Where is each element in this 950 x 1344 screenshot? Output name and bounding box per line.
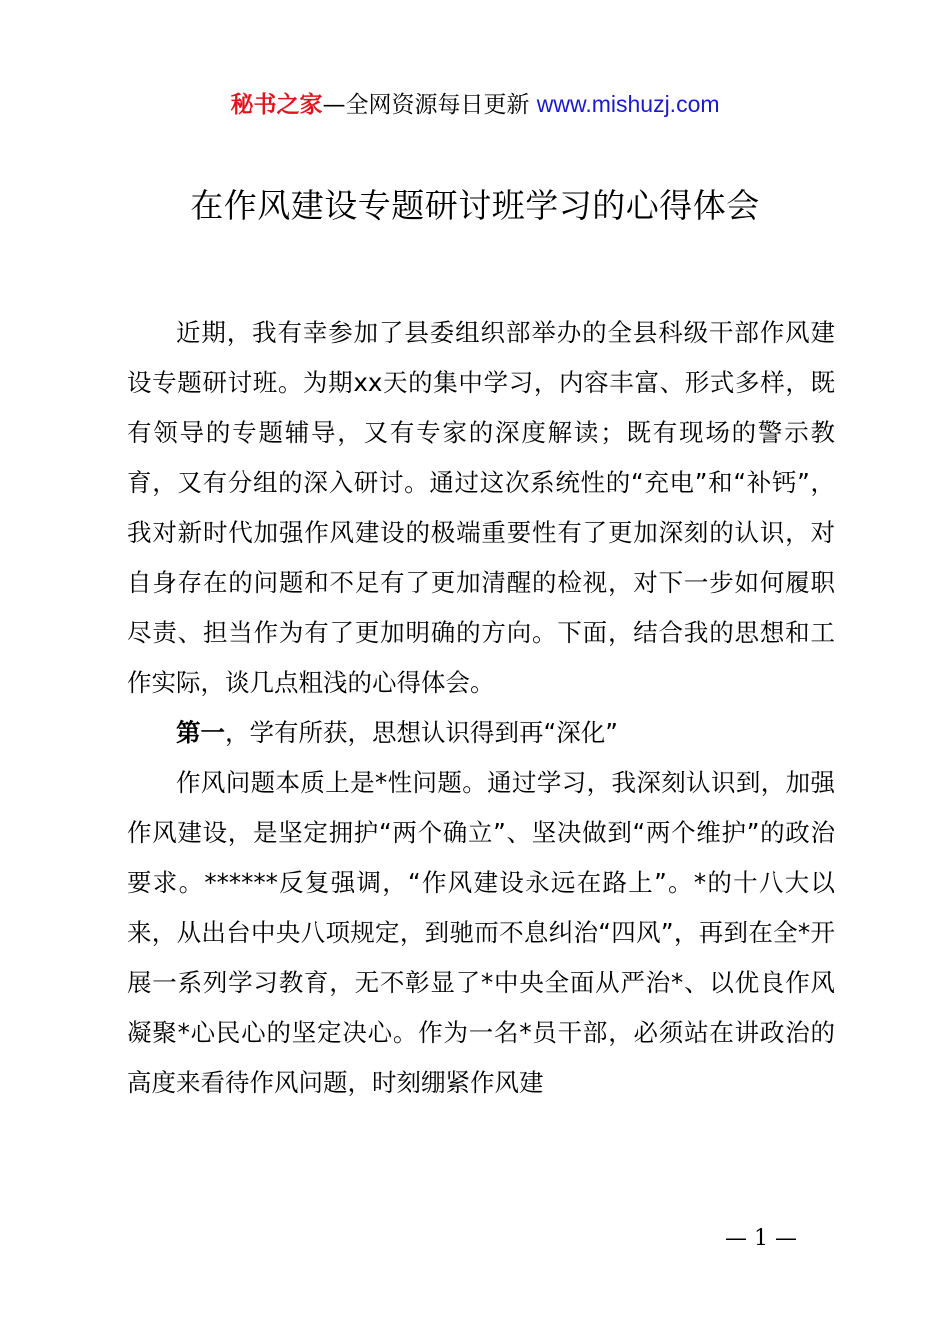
section-heading-text: ，学有所获，思想认识得到再“深化” [225, 718, 618, 747]
body-paragraph: 作风问题本质上是*性问题。通过学习，我深刻认识到，加强作风建设，是坚定拥护“两个确立”、坚决做到“两个维护”的政治要求。******反复强调，“作风建设永远在路上”。*的十八大以来，从出台中央八项规定，到驰而不息纠治“四风”，再到在全*开展一系列学习教育，无不彰显了*中央全面从严治*、以优良作风凝聚*心民心的坚定决心。作为一名*员干部，必须站在讲政治的高度来看待作风问题，时刻绷紧作风建 [127, 768, 835, 1097]
section-heading [127, 708, 835, 758]
document-body [127, 308, 835, 1108]
brand-name: 秘书之家 [230, 92, 323, 118]
document-title: 在作风建设专题研讨班学习的心得体会 [190, 186, 760, 225]
section-heading-label: 第一 [176, 718, 225, 747]
header-separator: — [322, 92, 346, 118]
site-url-link[interactable]: www.mishuzj.com [536, 91, 720, 117]
header-tagline: 全网资源每日更新 [345, 92, 530, 118]
page-number: — 1 — [725, 1226, 797, 1251]
site-header [0, 88, 950, 121]
intro-paragraph: 近期，我有幸参加了县委组织部举办的全县科级干部作风建设专题研讨班。为期xx天的集中学习，内容丰富、形式多样，既有领导的专题辅导，又有专家的深度解读；既有现场的警示教育，又有分组的深入研讨。通过这次系统性的“充电”和“补钙”，我对新时代加强作风建设的极端重要性有了更加深刻的认识，对自身存在的问题和不足有了更加清醒的检视，对下一步如何履职尽责、担当作为有了更加明确的方向。下面，结合我的思想和工作实际，谈几点粗浅的心得体会。 [127, 318, 835, 697]
